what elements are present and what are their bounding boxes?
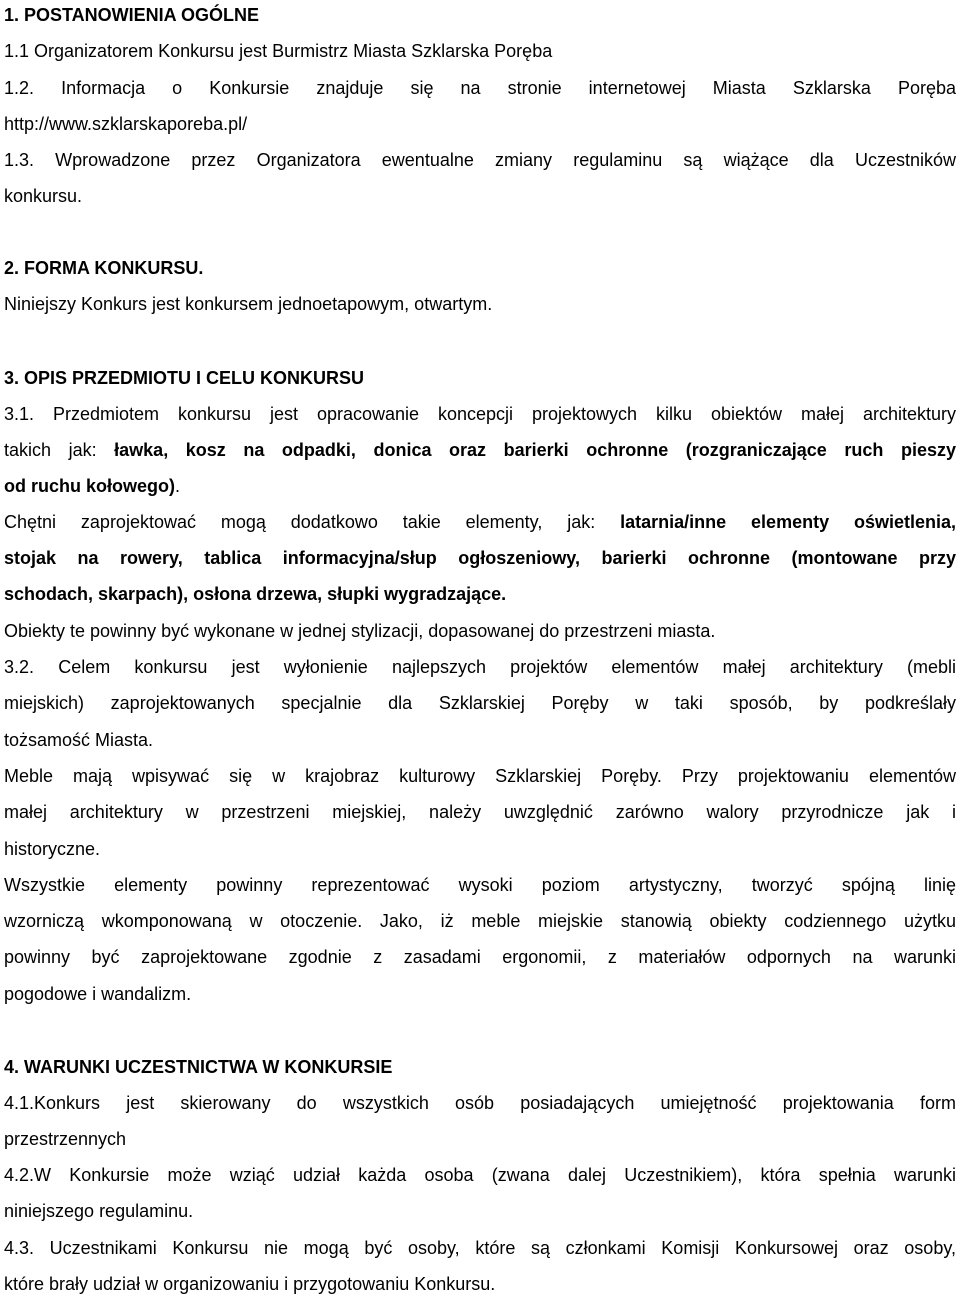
section-4-heading: 4. WARUNKI UCZESTNICTWA W KONKURSIE	[4, 1057, 393, 1077]
paragraph-4-1-line-2: przestrzennych	[4, 1129, 127, 1149]
paragraph-3-2-line-2: miejskich) zaprojektowanych specjalnie dla Szklarskiej Poręby w taki sposób, by podkreślały	[4, 693, 956, 713]
meble-line-2: małej architektury w przestrzeni miejskiej, należy uwzględnić zarówno walory przyrodnicze jak i	[4, 802, 956, 822]
chetni-items: latarnia/inne elementy oświetlenia,	[620, 512, 956, 532]
paragraph-1-3-line-1: 1.3. Wprowadzone przez Organizatora ewentualne zmiany regulaminu są wiążące dla Uczestników	[4, 150, 956, 170]
wszystkie-line-1: Wszystkie elementy powinny reprezentować wysoki poziom artystyczny, tworzyć spójną linię	[4, 875, 956, 895]
paragraph-3-1-line-3	[4, 474, 180, 498]
section-2-text: Niniejszy Konkurs jest konkursem jednoetapowym, otwartym.	[4, 294, 493, 314]
meble-line-1: Meble mają wpisywać się w krajobraz kulturowy Szklarskiej Poręby. Przy projektowaniu elementów	[4, 766, 956, 786]
paragraph-4-3-line-1: 4.3. Uczestnikami Konkursu nie mogą być osoby, które są członkami Komisji Konkursowej oraz osoby,	[4, 1238, 956, 1258]
chetni-line-3: schodach, skarpach), osłona drzewa, słupki wygradzające.	[4, 584, 507, 604]
wszystkie-line-2: wzorniczą wkomponowaną w otoczenie. Jako, iż meble miejskie stanowią obiekty codziennego użytku	[4, 911, 956, 931]
paragraph-1-1: 1.1 Organizatorem Konkursu jest Burmistrz Miasta Szklarska Poręba	[4, 41, 553, 61]
meble-line-3: historyczne.	[4, 839, 101, 859]
paragraph-1-2-url: http://www.szklarskaporeba.pl/	[4, 114, 248, 134]
paragraph-4-2-line-1: 4.2.W Konkursie może wziąć udział każda osoba (zwana dalej Uczestnikiem), która spełnia warunki	[4, 1165, 956, 1185]
paragraph-3-1-line-2	[4, 438, 956, 462]
wszystkie-line-4: pogodowe i wandalizm.	[4, 984, 192, 1004]
paragraph-3-1-items-end: od ruchu kołowego)	[4, 476, 175, 496]
paragraph-1-2-line-1: 1.2. Informacja o Konkursie znajduje się na stronie internetowej Miasta Szklarska Poręba	[4, 78, 956, 98]
paragraph-3-1-items: ławka, kosz na odpadki, donica oraz barierki ochronne (rozgraniczające ruch pieszy	[114, 440, 956, 460]
paragraph-3-1-intro: takich jak:	[4, 440, 115, 460]
paragraph-3-2-line-1: 3.2. Celem konkursu jest wyłonienie najlepszych projektów elementów małej architektury (mebli	[4, 657, 956, 677]
chetni-line-2: stojak na rowery, tablica informacyjna/słup ogłoszeniowy, barierki ochronne (montowane przy	[4, 548, 956, 568]
paragraph-1-3-line-2: konkursu.	[4, 186, 83, 206]
chetni-intro: Chętni zaprojektować mogą dodatkowo takie elementy, jak:	[4, 512, 621, 532]
paragraph-4-3-line-2: które brały udział w organizowaniu i przygotowaniu Konkursu.	[4, 1274, 496, 1294]
paragraph-3-1-period: .	[175, 476, 181, 496]
paragraph-4-1-line-1: 4.1.Konkurs jest skierowany do wszystkich osób posiadających umiejętność projektowania form	[4, 1093, 956, 1113]
paragraph-4-2-line-2: niniejszego regulaminu.	[4, 1201, 194, 1221]
chetni-line-1	[4, 510, 956, 534]
section-3-heading: 3. OPIS PRZEDMIOTU I CELU KONKURSU	[4, 368, 365, 388]
obiekty-text: Obiekty te powinny być wykonane w jednej stylizacji, dopasowanej do przestrzeni miasta.	[4, 621, 716, 641]
paragraph-3-2-line-3: tożsamość Miasta.	[4, 730, 154, 750]
paragraph-3-1-line-1: 3.1. Przedmiotem konkursu jest opracowanie koncepcji projektowych kilku obiektów małej architektury	[4, 404, 956, 424]
wszystkie-line-3: powinny być zaprojektowane zgodnie z zasadami ergonomii, z materiałów odpornych na warunki	[4, 947, 956, 967]
section-1-heading: 1. POSTANOWIENIA OGÓLNE	[4, 5, 260, 25]
section-2-heading: 2. FORMA KONKURSU.	[4, 258, 204, 278]
